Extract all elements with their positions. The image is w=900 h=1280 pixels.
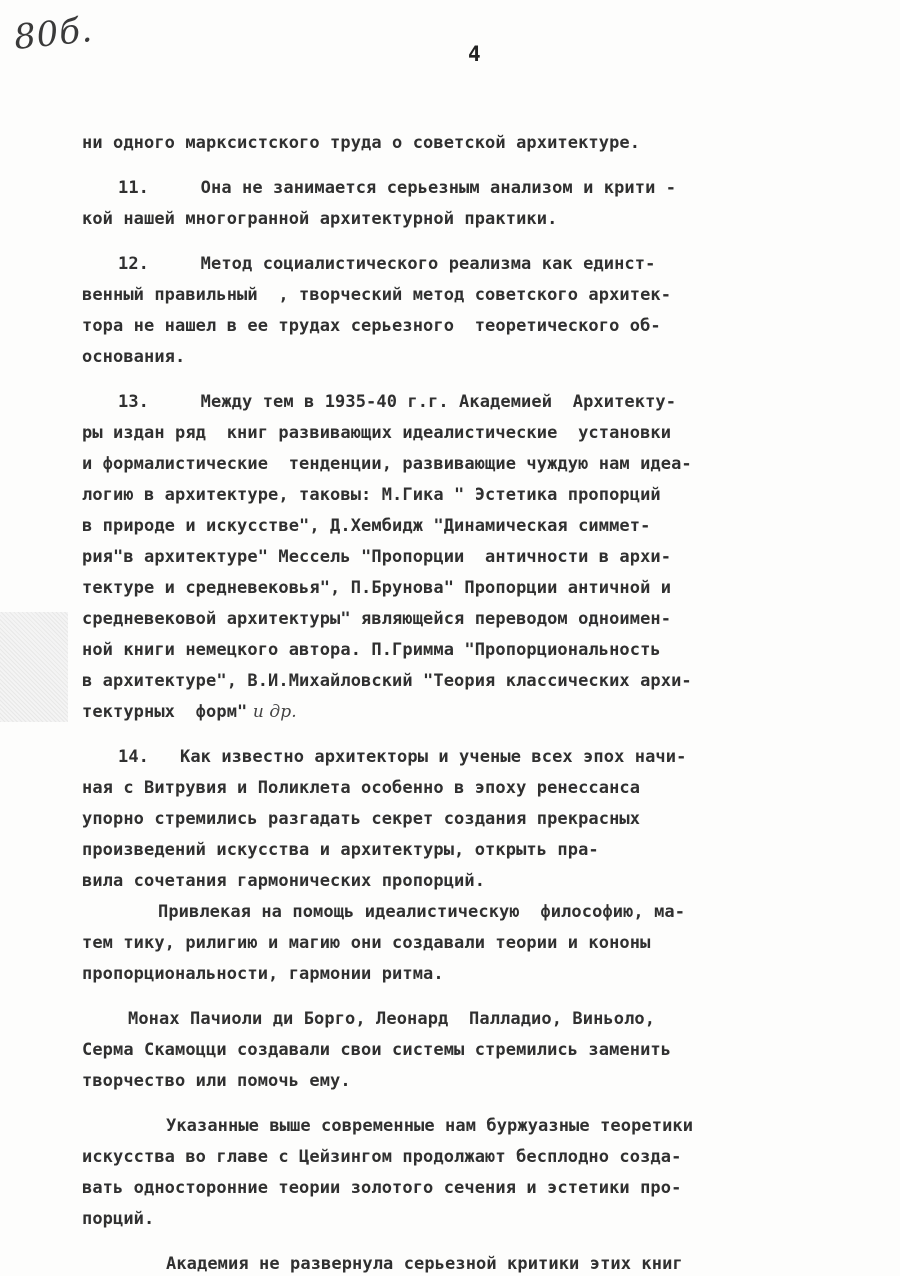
text-line-content: основания. <box>82 347 186 367</box>
text-line <box>74 959 864 990</box>
text-line-content: 14. Как известно архитекторы и ученые всех эпох начи- <box>118 747 687 767</box>
text-line-content: искусства во главе с Цейзингом продолжают бесплодно созда- <box>82 1147 682 1167</box>
text-line <box>74 604 864 635</box>
text-line <box>74 1173 864 1204</box>
text-line <box>74 204 864 235</box>
text-line <box>74 511 864 542</box>
text-line <box>74 311 864 342</box>
text-line-content: тектуре и средневековья", П.Брунова" Пропорции античной и <box>82 578 672 598</box>
text-line <box>74 449 864 480</box>
text-line <box>74 128 864 159</box>
text-line <box>74 542 864 573</box>
text-line <box>74 666 864 697</box>
text-line <box>74 697 864 728</box>
paragraph-gap <box>74 1097 864 1111</box>
text-line-content: логию в архитектуре, таковы: М.Гика " Эстетика пропорций <box>82 485 661 505</box>
text-line-content: в природе и искусстве", Д.Хембидж "Динамическая симмет- <box>82 516 651 536</box>
text-line-content: Привлекая на помощь идеалистическую философию, ма- <box>158 902 686 922</box>
text-line-content: пропорциональности, гармонии ритма. <box>82 964 444 984</box>
text-line <box>74 804 864 835</box>
text-line-content: вила сочетания гармонических пропорций. <box>82 871 486 891</box>
typewritten-body <box>74 128 864 1280</box>
text-line-content: творчество или помочь ему. <box>82 1071 351 1091</box>
paragraph-gap <box>74 728 864 742</box>
text-line <box>74 635 864 666</box>
text-line-content: Академия не развернула серьезной критики этих книг <box>166 1254 683 1274</box>
text-line <box>74 1004 864 1035</box>
text-line-content: 12. Метод социалистического реализма как единст- <box>118 254 656 274</box>
text-line <box>74 835 864 866</box>
text-line <box>74 742 864 773</box>
text-line-content: Указанные выше современные нам буржуазные теоретики <box>166 1116 694 1136</box>
scan-artifact <box>0 612 68 722</box>
text-line-content: ры издан ряд книг развивающих идеалистические установки <box>82 423 672 443</box>
text-line <box>74 573 864 604</box>
handwritten-insert: и др. <box>247 702 297 722</box>
text-line <box>74 866 864 897</box>
text-line-content: тора не нашел в ее трудах серьезного теоретического об- <box>82 316 661 336</box>
text-line <box>74 418 864 449</box>
paragraph-gap <box>74 373 864 387</box>
paragraph-gap <box>74 159 864 173</box>
text-line <box>74 1249 864 1280</box>
text-line-content: рия"в архитектуре" Мессель "Пропорции античности в архи- <box>82 547 672 567</box>
text-line-content: Монах Пачиоли ди Борго, Леонард Палладио, Виньоло, <box>128 1009 656 1029</box>
text-line-content: тектурных форм" <box>82 702 248 722</box>
text-line-content: вать односторонние теории золотого сечения и эстетики про- <box>82 1178 682 1198</box>
text-line-content: ная с Витрувия и Поликлета особенно в эпоху ренессанса <box>82 778 641 798</box>
text-line-content: в архитектуре", В.И.Михайловский "Теория классических архи- <box>82 671 692 691</box>
paragraph-gap <box>74 235 864 249</box>
text-line <box>74 480 864 511</box>
archive-handwritten-note: 80б. <box>12 9 95 59</box>
text-line-content: кой нашей многогранной архитектурной практики. <box>82 209 558 229</box>
paragraph-gap <box>74 1235 864 1249</box>
paragraph-gap <box>74 990 864 1004</box>
text-line-content: венный правильный , творческий метод советского архитек- <box>82 285 672 305</box>
text-line <box>74 342 864 373</box>
text-line <box>74 280 864 311</box>
text-line-content: 11. Она не занимается серьезным анализом и крити - <box>118 178 677 198</box>
text-line-content: произведений искусства и архитектуры, открыть пра- <box>82 840 599 860</box>
text-line-content: упорно стремились разгадать секрет создания прекрасных <box>82 809 641 829</box>
text-line <box>74 1111 864 1142</box>
text-line <box>74 1066 864 1097</box>
text-line <box>74 249 864 280</box>
text-line-content: порций. <box>82 1209 155 1229</box>
text-line-content: средневековой архитектуры" являющейся переводом одноимен- <box>82 609 672 629</box>
text-line <box>74 1204 864 1235</box>
text-line <box>74 387 864 418</box>
text-line <box>74 928 864 959</box>
text-line-content: ни одного марксистского труда о советской архитектуре. <box>82 133 641 153</box>
text-line <box>74 773 864 804</box>
text-line <box>74 1035 864 1066</box>
text-line <box>74 173 864 204</box>
text-line <box>74 1142 864 1173</box>
text-line-content: Серма Скамоцци создавали свои системы стремились заменить <box>82 1040 672 1060</box>
text-line-content: и формалистические тенденции, развивающие чуждую нам идеа- <box>82 454 692 474</box>
text-line-content: тем тику, рилигию и магию они создавали теории и кононы <box>82 933 651 953</box>
text-line-content: 13. Между тем в 1935-40 г.г. Академией Архитекту- <box>118 392 677 412</box>
text-line-content: ной книги немецкого автора. П.Гримма "Пропорциональность <box>82 640 661 660</box>
page-number: 4 <box>468 42 481 66</box>
text-line <box>74 897 864 928</box>
